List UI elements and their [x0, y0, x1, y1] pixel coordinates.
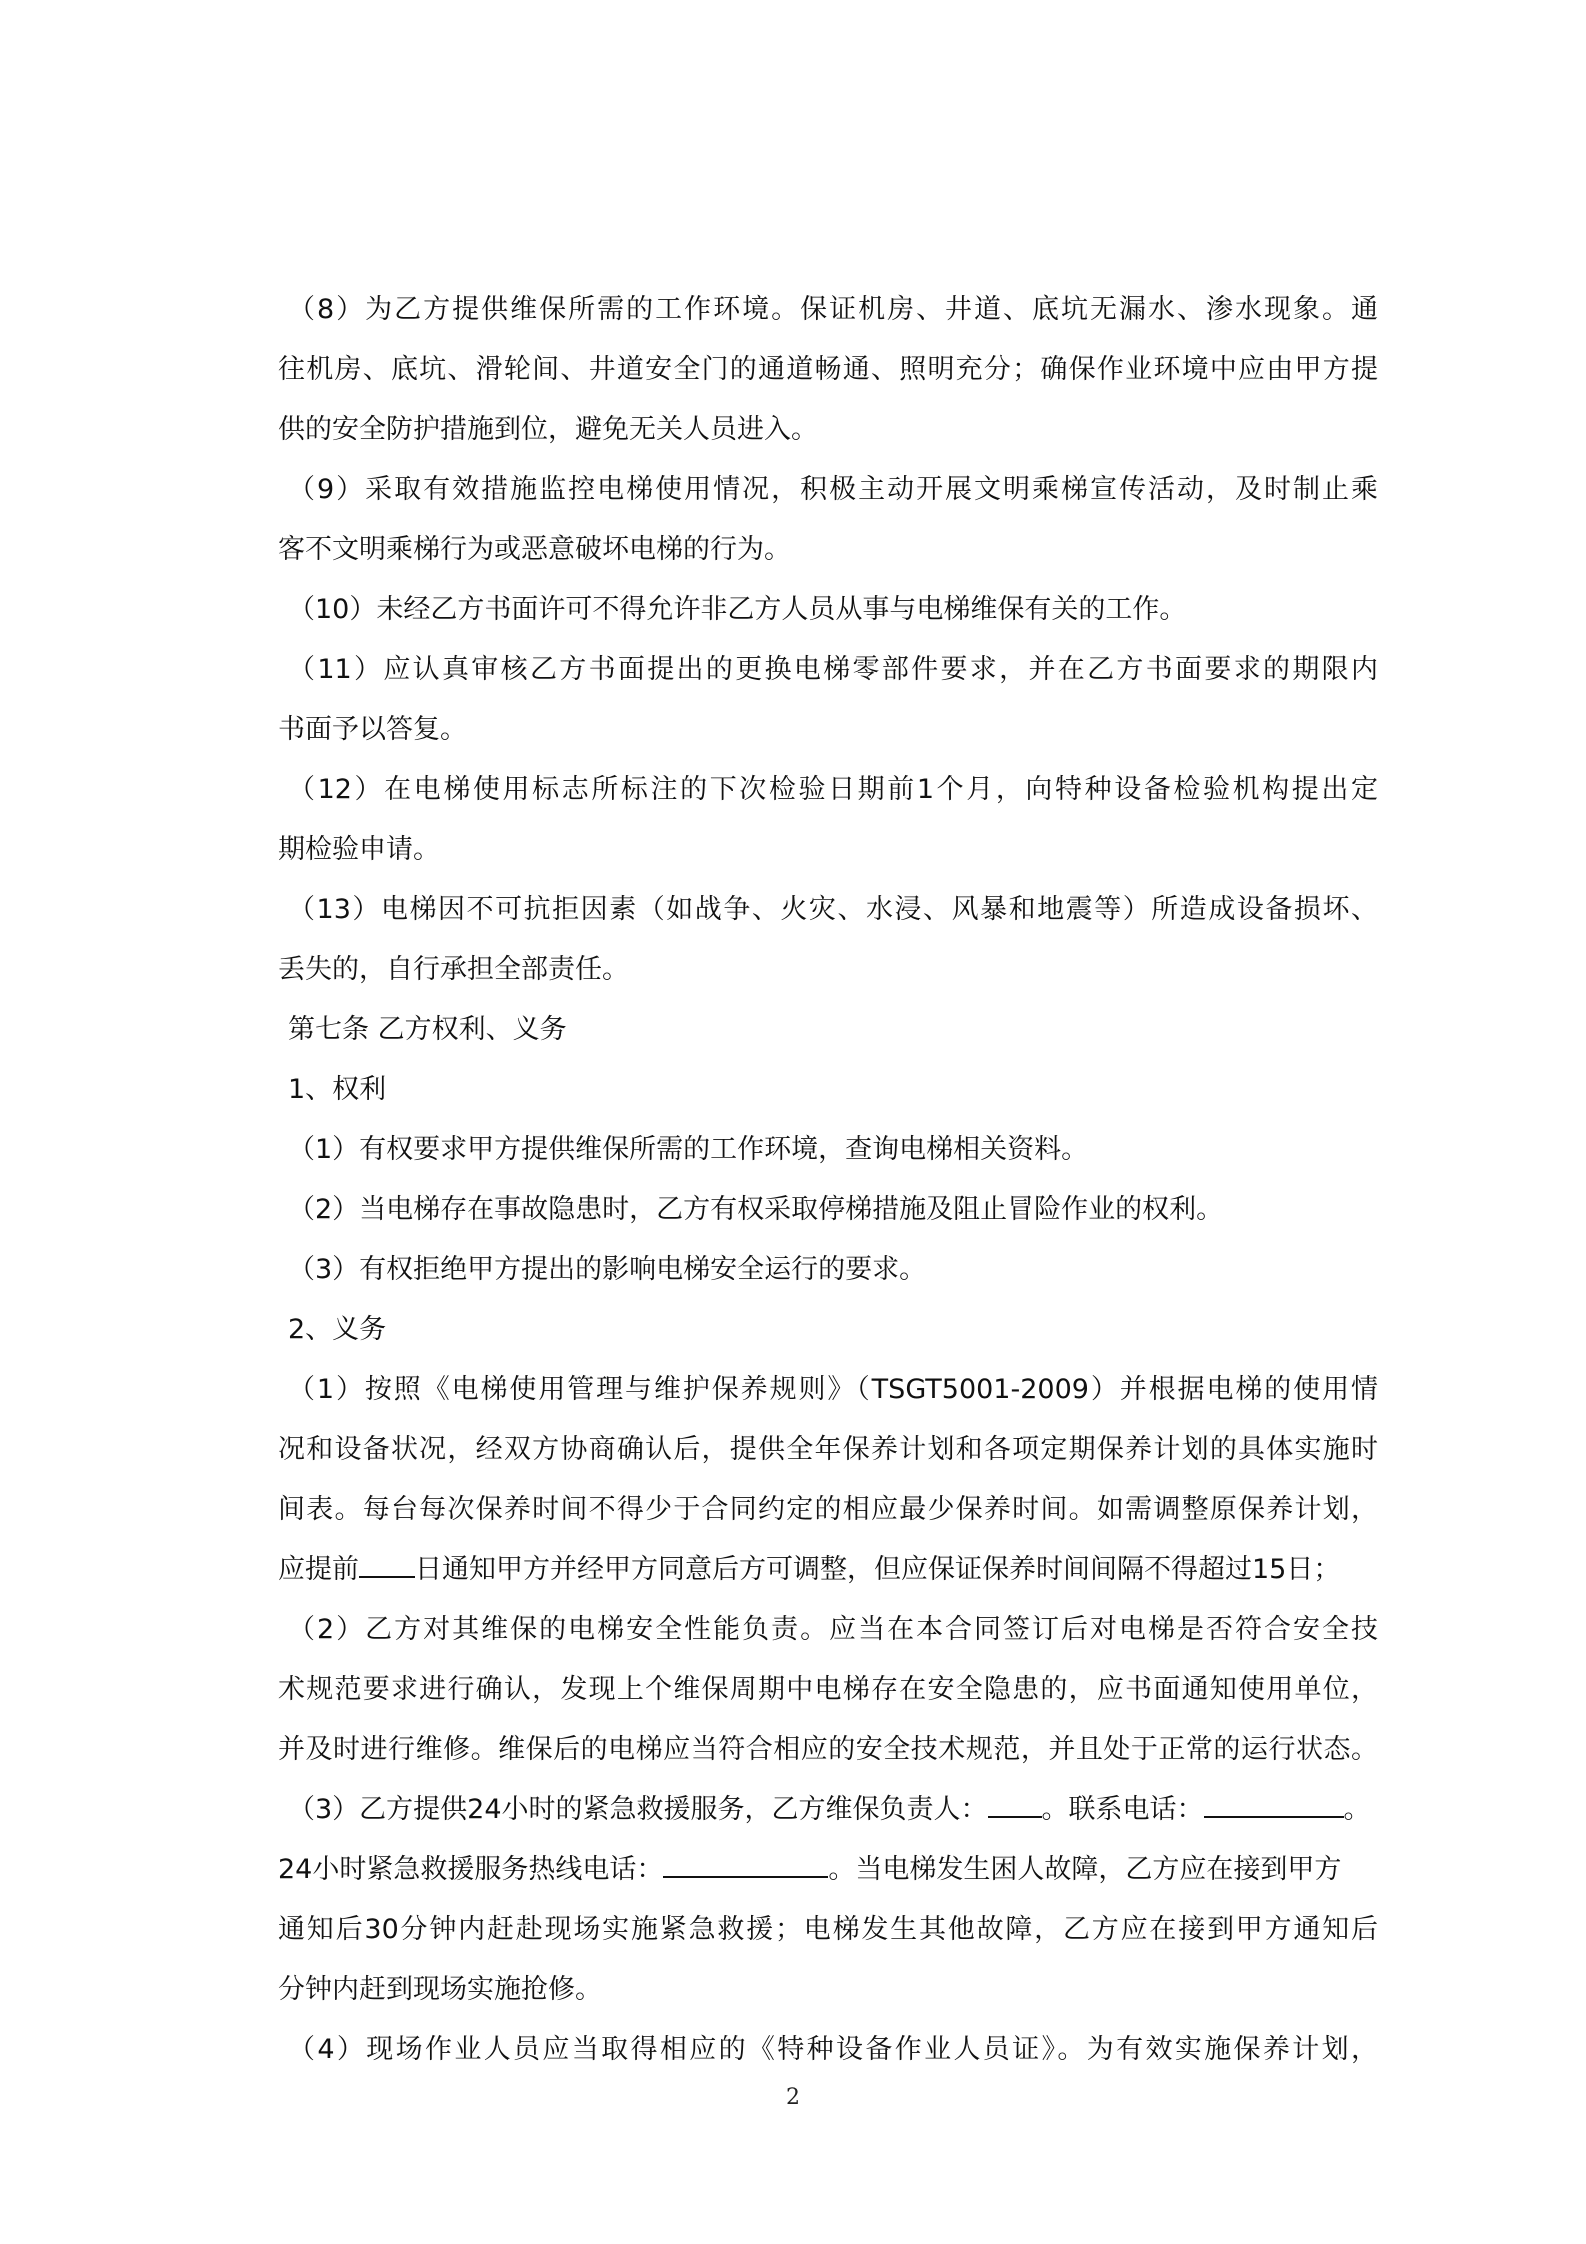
- text-line: [278, 1780, 1378, 1840]
- text-line: （10）未经乙方书面许可不得允许非乙方人员从事与电梯维保有关的工作。: [288, 594, 1187, 625]
- text-line: [278, 1840, 1378, 1900]
- text-line: （2）乙方对其维保的电梯安全性能负责。应当在本合同签订后对电梯是否符合安全技: [288, 1614, 1378, 1645]
- text-line: （9）采取有效措施监控电梯使用情况，积极主动开展文明乘梯宣传活动，及时制止乘: [288, 474, 1378, 505]
- text-line: 间表。每台每次保养时间不得少于合同约定的相应最少保养时间。如需调整原保养计划，: [278, 1494, 1378, 1525]
- text-line: （8）为乙方提供维保所需的工作环境。保证机房、井道、底坑无漏水、渗水现象。通: [288, 294, 1378, 325]
- section-heading: 第七条 乙方权利、义务: [288, 1014, 567, 1045]
- text-line: 并及时进行维修。维保后的电梯应当符合相应的安全技术规范，并且处于正常的运行状态。: [278, 1734, 1378, 1765]
- blank-field: [663, 1846, 828, 1878]
- text-line: 况和设备状况，经双方协商确认后，提供全年保养计划和各项定期保养计划的具体实施时: [278, 1434, 1378, 1465]
- text-fragment: 。: [1343, 1794, 1371, 1825]
- text-line: 客不文明乘梯行为或恶意破坏电梯的行为。: [278, 534, 791, 565]
- text-fragment: （3）乙方提供24小时的紧急救援服务，乙方维保负责人：: [288, 1794, 988, 1825]
- text-fragment: 24小时紧急救援服务热线电话：: [278, 1854, 664, 1885]
- text-line: 通知后30分钟内赶赴现场实施紧急救援；电梯发生其他故障，乙方应在接到甲方通知后: [278, 1914, 1378, 1945]
- text-fragment: 。联系电话：: [1041, 1794, 1204, 1825]
- text-fragment: 日通知甲方并经甲方同意后方可调整，但应保证保养时间间隔不得超过15日；: [415, 1554, 1341, 1585]
- text-line: （11）应认真审核乙方书面提出的更换电梯零部件要求，并在乙方书面要求的期限内: [288, 654, 1378, 685]
- text-line: （3）有权拒绝甲方提出的影响电梯安全运行的要求。: [288, 1254, 927, 1285]
- text-line: 期检验申请。: [278, 834, 440, 865]
- blank-field: [988, 1786, 1042, 1818]
- text-line: 分钟内赶到现场实施抢修。: [278, 1974, 602, 2005]
- text-line: 往机房、底坑、滑轮间、井道安全门的通道畅通、照明充分；确保作业环境中应由甲方提: [278, 354, 1378, 385]
- text-line: 书面予以答复。: [278, 714, 467, 745]
- blank-field: [359, 1546, 415, 1578]
- text-line: 术规范要求进行确认，发现上个维保周期中电梯存在安全隐患的，应书面通知使用单位，: [278, 1674, 1378, 1705]
- text-fragment: 。当电梯发生困人故障，乙方应在接到甲方: [828, 1854, 1342, 1885]
- blank-field: [1204, 1786, 1344, 1818]
- subsection-heading: 2、义务: [288, 1314, 387, 1345]
- text-line: （1）有权要求甲方提供维保所需的工作环境，查询电梯相关资料。: [288, 1134, 1089, 1165]
- text-line: （1）按照《电梯使用管理与维护保养规则》（TSGT5001-2009）并根据电梯的使用情: [288, 1374, 1378, 1405]
- page-number: 2: [786, 2085, 800, 2110]
- text-line: （13）电梯因不可抗拒因素（如战争、火灾、水浸、风暴和地震等）所造成设备损坏、: [288, 894, 1378, 925]
- text-line: （12）在电梯使用标志所标注的下次检验日期前1个月，向特种设备检验机构提出定: [288, 774, 1378, 805]
- text-line: 供的安全防护措施到位，避免无关人员进入。: [278, 414, 818, 445]
- text-line: （2）当电梯存在事故隐患时，乙方有权采取停梯措施及阻止冒险作业的权利。: [288, 1194, 1224, 1225]
- text-line: 丢失的，自行承担全部责任。: [278, 954, 629, 985]
- text-line: （4）现场作业人员应当取得相应的《特种设备作业人员证》。为有效实施保养计划，: [288, 2034, 1378, 2065]
- subsection-heading: 1、权利: [288, 1074, 387, 1105]
- text-line: [278, 1540, 1378, 1600]
- text-fragment: 应提前: [278, 1554, 359, 1585]
- contract-body: [278, 280, 1378, 2080]
